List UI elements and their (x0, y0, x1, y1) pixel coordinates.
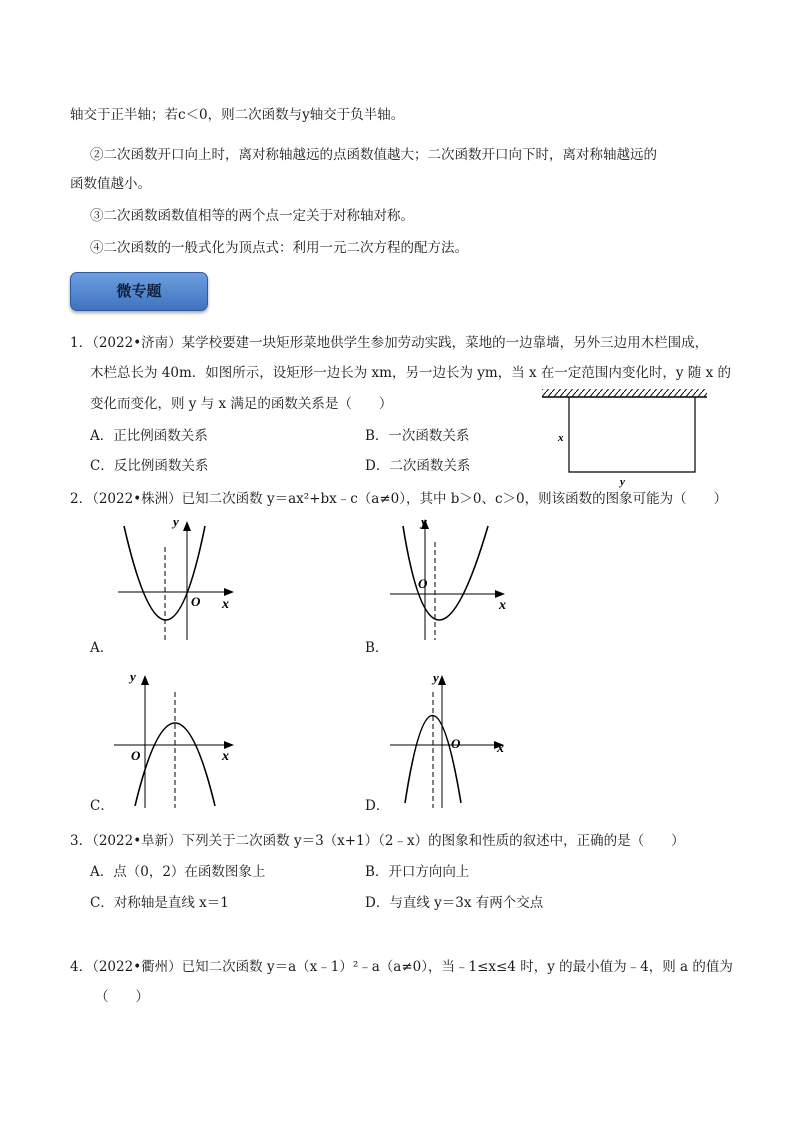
q1-rectangle-figure (540, 385, 710, 490)
section-badge: 微专题 (70, 272, 208, 311)
q1-bottom-label: y (620, 476, 625, 488)
graph-d-origin-label: O (451, 736, 461, 751)
q4-stem-line-2: （ ） (95, 989, 149, 1005)
graph-c-y-label: y (130, 669, 136, 684)
wall-hatching (542, 389, 707, 397)
graph-d-y-arrow (438, 675, 446, 685)
graph-a-y-arrow (183, 521, 191, 531)
q1-stem-line-2: 木栏总长为 40m．如图所示，设矩形一边长为 xm，另一边长为 ym，当 x 在一定范围内变化时，y 随 x 的 (90, 365, 732, 381)
intro-line-1: 轴交于正半轴；若c＜0，则二次函数与y轴交于负半轴。 (70, 107, 405, 123)
intro-item-3: ③二次函数函数值相等的两个点一定关于对称轴对称。 (90, 208, 414, 224)
q2-graph-b (385, 512, 520, 640)
q3-option-a: A．点（0，2）在函数图象上 (90, 864, 266, 880)
q1-option-a: A．正比例函数关系 (90, 428, 208, 444)
q2-graph-d (385, 668, 520, 808)
graph-a-x-arrow (224, 588, 234, 596)
graph-b-origin-label: O (418, 576, 428, 591)
graph-b-x-label: x (499, 598, 506, 613)
graph-b-parabola (403, 526, 488, 620)
graph-c-y-arrow (141, 675, 149, 685)
intro-item-4: ④二次函数的一般式化为顶点式：利用一元二次方程的配方法。 (90, 240, 468, 256)
intro-item-2-line-1: ②二次函数开口向上时，离对称轴越远的点函数值越大；二次函数开口向下时，离对称轴越远的 (90, 147, 657, 163)
graph-a-y-label: y (173, 514, 179, 529)
graph-c-origin-label: O (131, 748, 141, 763)
q2-option-d: D． (365, 798, 390, 814)
q3-option-d: D．与直线 y＝3x 有两个交点 (365, 895, 544, 911)
graph-c-x-label: x (222, 749, 229, 764)
q1-side-label: x (558, 432, 564, 444)
graph-b-y-label: y (421, 514, 427, 529)
graph-a-origin-label: O (191, 594, 201, 609)
q2-option-b: B． (365, 640, 389, 656)
graph-a-x-label: x (222, 597, 229, 612)
graph-d-x-label: x (497, 741, 504, 756)
q4-stem-line-1: 4．（2022•衢州）已知二次函数 y＝a（x﹣1）²﹣a（a≠0），当﹣1≤x≤4 时，y 的最小值为﹣4，则 a 的值为 (70, 959, 733, 975)
q1-option-d: D．二次函数关系 (365, 458, 471, 474)
q2-option-a: A． (90, 640, 114, 656)
q3-option-b: B．开口方向向上 (365, 864, 470, 880)
intro-item-2-line-2: 函数值越小。 (70, 176, 151, 192)
q2-graph-a (110, 512, 245, 640)
graph-c-x-arrow (224, 741, 234, 749)
q2-graph-c (110, 668, 245, 808)
q1-stem-line-3: 变化而变化，则 y 与 x 满足的函数关系是（ ） (90, 396, 393, 412)
graph-b-x-arrow (495, 590, 505, 598)
q1-option-c: C．反比例函数关系 (90, 458, 209, 474)
fence-outline (569, 397, 695, 472)
q2-stem: 2．（2022•株洲）已知二次函数 y＝ax²+bx﹣c（a≠0），其中 b＞0、c＞0，则该函数的图象可能为（ ） (70, 491, 728, 507)
graph-d-y-label: y (433, 670, 439, 685)
q1-stem-line-1: 1．（2022•济南）某学校要建一块矩形菜地供学生参加劳动实践，菜地的一边靠墙，另外三边用木栏围成， (70, 335, 709, 351)
q2-option-c: C． (90, 798, 114, 814)
q1-option-b: B．一次函数关系 (365, 428, 470, 444)
q3-stem: 3．（2022•阜新）下列关于二次函数 y＝3（x+1）（2﹣x）的图象和性质的叙述中，正确的是（ ） (70, 833, 685, 849)
q3-option-c: C．对称轴是直线 x＝1 (90, 895, 229, 911)
